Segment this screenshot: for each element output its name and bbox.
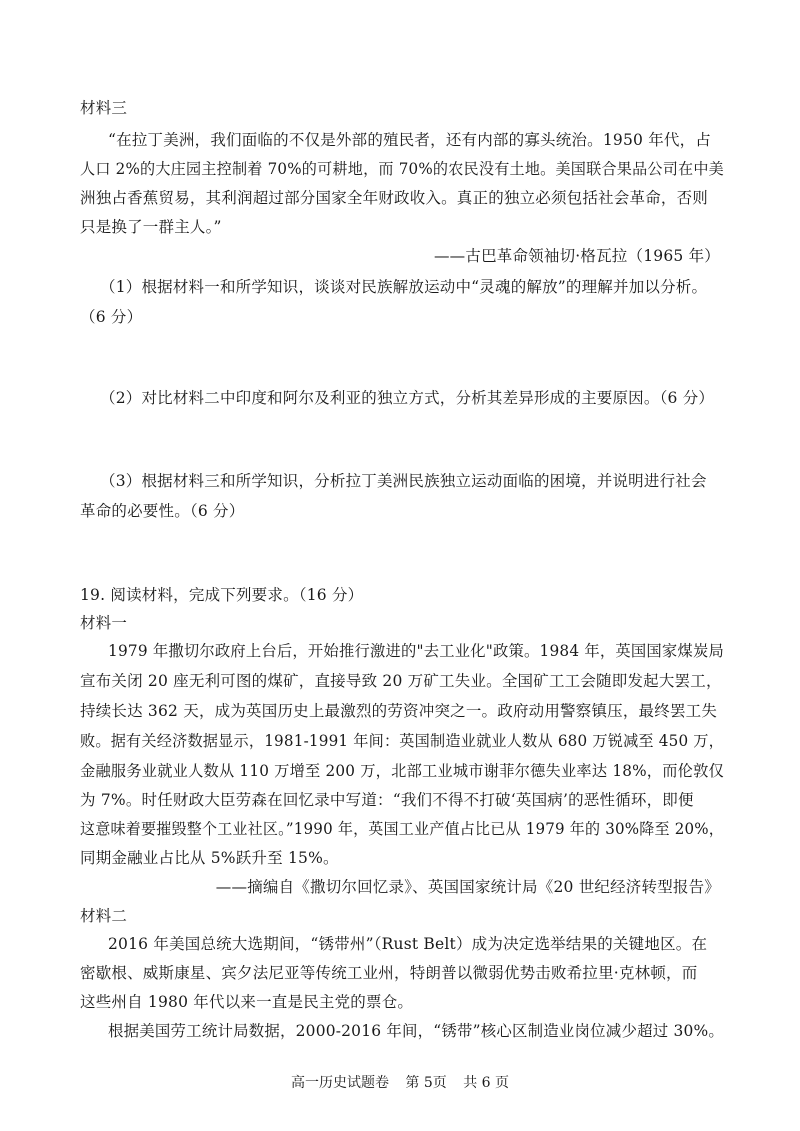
footer-page-number: 第 5页 — [405, 1075, 447, 1091]
material3-line-1: “在拉丁美洲，我们面临的不仅是外部的殖民者，还有内部的寡头统治。1950 年代，占 — [108, 131, 711, 149]
material3-label: 材料三 — [80, 99, 128, 117]
question-2: （2）对比材料二中印度和阿尔及利亚的独立方式，分析其差异形成的主要原因。（6 分） — [100, 389, 715, 407]
q19-material1-line-7: 这意味着要摧毁整个工业社区。”1990 年，英国工业产值占比已从 1979 年的 30%降至 20%， — [80, 820, 725, 838]
q19-material2-line-1: 2016 年美国总统大选期间，“锈带州”（Rust Belt）成为决定选举结果的关键地区。在 — [108, 935, 708, 953]
question-1: （1）根据材料一和所学知识，谈谈对民族解放运动中“灵魂的解放”的理解并加以分析。 — [100, 278, 708, 296]
material3-line-2: 人口 2%的大庄园主控制着 70%的可耕地，而 70%的农民没有土地。美国联合果品公司在中美 — [80, 160, 725, 178]
question-3-line-2: 革命的必要性。（6 分） — [80, 502, 245, 520]
question-1-score: （6 分） — [80, 308, 143, 326]
footer-page-total: 共 6 页 — [463, 1075, 510, 1091]
q19-material1-source: ——摘编自《撒切尔回忆录》、英国国家统计局《20 世纪经济转型报告》 — [215, 878, 720, 896]
q19-material2-line-2: 密歇根、威斯康星、宾夕法尼亚等传统工业州，特朗普以微弱优势击败希拉里·克林顿，而 — [80, 964, 698, 982]
q19-material1-line-5: 金融服务业就业人数从 110 万增至 200 万，北部工业城市谢菲尔德失业率达 18%，而伦敦仅 — [80, 762, 724, 780]
q19-material1-line-2: 宣布关闭 20 座无利可图的煤矿，直接导致 20 万矿工失业。全国矿工工会随即发起大罢工， — [80, 672, 722, 690]
q19-material2-line-4: 根据美国劳工统计局数据，2000-2016 年间，“锈带”核心区制造业岗位减少超过 30%。 — [108, 1022, 725, 1040]
footer-exam-title: 高一历史试题卷 — [290, 1075, 389, 1091]
q19-material1-line-4: 败。据有关经济数据显示，1981-1991 年间：英国制造业就业人数从 680 万锐减至 450 万， — [80, 732, 725, 750]
question-3: （3）根据材料三和所学知识，分析拉丁美洲民族独立运动面临的困境，并说明进行社会 — [100, 472, 707, 490]
q19-material1-line-8: 同期金融业占比从 5%跃升至 15%。 — [80, 849, 339, 867]
question-19-title: 19. 阅读材料，完成下列要求。（16 分） — [80, 586, 364, 604]
q19-material1-line-3: 持续长达 362 天，成为英国历史上最激烈的劳资冲突之一。政府动用警察镇压，最终罢工失 — [80, 702, 718, 720]
q19-material1-line-6: 为 7%。时任财政大臣劳森在回忆录中写道：“我们不得不打破‘英国病’的恶性循环，即便 — [80, 791, 694, 809]
material3-line-3: 洲独占香蕉贸易，其利润超过部分国家全年财政收入。真正的独立必须包括社会革命，否则 — [80, 189, 709, 207]
material3-source: ——古巴革命领袖切·格瓦拉（1965 年） — [433, 247, 720, 265]
q19-material2-line-3: 这些州自 1980 年代以来一直是民主党的票仓。 — [80, 993, 414, 1011]
page-footer — [0, 1073, 800, 1093]
material3-line-4: 只是换了一群主人。” — [80, 218, 222, 236]
q19-material2-label: 材料二 — [80, 907, 128, 925]
q19-material1-line-1: 1979 年撒切尔政府上台后，开始推行激进的"去工业化"政策。1984 年，英国国家煤炭局 — [108, 642, 724, 660]
q19-material1-label: 材料一 — [80, 614, 128, 632]
